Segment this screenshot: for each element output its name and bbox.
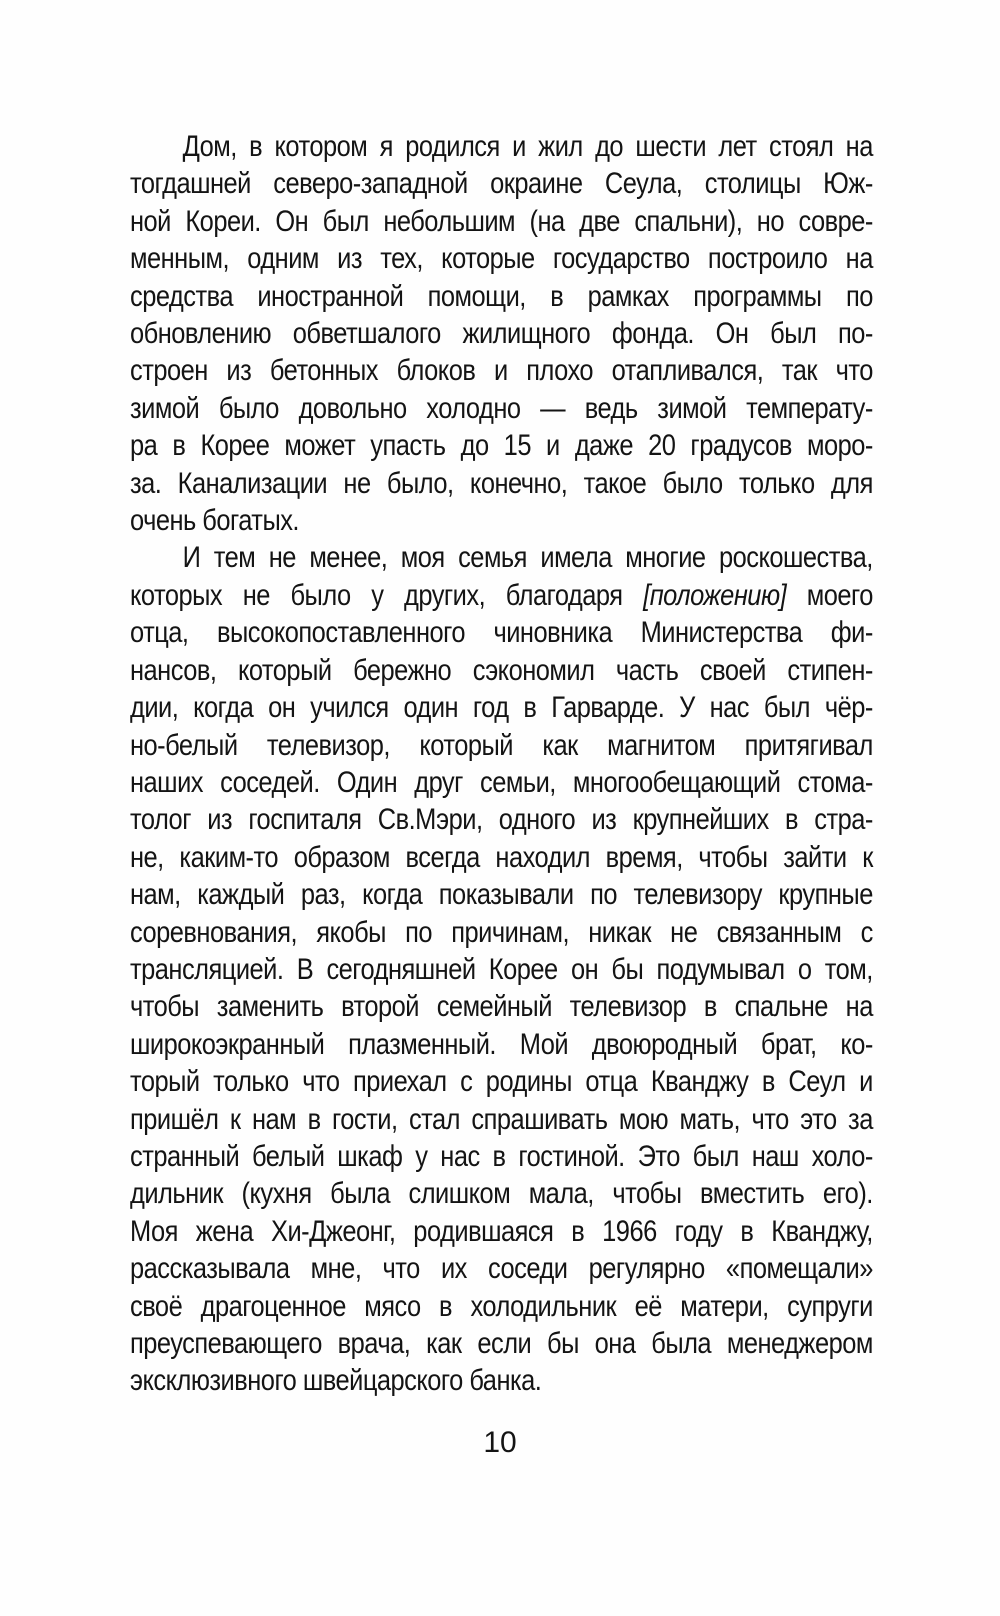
text-line: строен из бетонных блоков и плохо отапливался, так что <box>130 354 873 388</box>
text-line: нам, каждый раз, когда показывали по телевизору крупные <box>130 878 873 912</box>
paragraph <box>130 128 873 539</box>
text-line: эксклюзивного швейцарского банка. <box>130 1364 542 1398</box>
text-line: чтобы заменить второй семейный телевизор в спальне на <box>130 990 873 1024</box>
text-line: Моя жена Хи-Джеонг, родившаяся в 1966 году в Кванджу, <box>130 1214 873 1248</box>
text-block <box>130 128 873 1400</box>
paragraph <box>130 539 873 1399</box>
text-line: которых не было у других, благодаря [положению] моего <box>130 578 873 612</box>
text-line: тогдашней северо-западной окраине Сеула, столицы Юж- <box>130 167 873 201</box>
text-line: своё драгоценное мясо в холодильник её матери, супруги <box>130 1289 873 1323</box>
text-line: зимой было довольно холодно — ведь зимой температу- <box>130 391 873 425</box>
text-line: широкоэкранный плазменный. Мой двоюродный брат, ко- <box>130 1027 873 1061</box>
text-line: нансов, который бережно сэкономил часть своей стипен- <box>130 653 873 687</box>
text-line: странный белый шкаф у нас в гостиной. Это был наш холо- <box>130 1139 873 1173</box>
text-line: не, каким-то образом всегда находил время, чтобы зайти к <box>130 840 873 874</box>
text-line: но-белый телевизор, который как магнитом притягивал <box>130 728 873 762</box>
text-line: торый только что приехал с родины отца Кванджу в Сеул и <box>130 1065 873 1099</box>
text-line: наших соседей. Один друг семьи, многообещающий стома- <box>130 765 873 799</box>
text-line: ра в Корее может упасть до 15 и даже 20 градусов моро- <box>130 429 873 463</box>
text-line: средства иностранной помощи, в рамках программы по <box>130 279 873 313</box>
text-line: Дом, в котором я родился и жил до шести лет стоял на <box>182 130 873 163</box>
text-line: обновлению обветшалого жилищного фонда. Он был по- <box>130 317 873 351</box>
text-line: отца, высокопоставленного чиновника Министерства фи- <box>130 616 873 650</box>
text-line: дильник (кухня была слишком мала, чтобы вместить его). <box>130 1177 873 1211</box>
text-line: толог из госпиталя Св.Мэри, одного из крупнейших в стра- <box>130 803 873 837</box>
text-line: трансляцией. В сегодняшней Корее он бы подумывал о том, <box>130 952 873 986</box>
page-number: 10 <box>483 1426 517 1459</box>
text-line: за. Канализации не было, конечно, такое было только для <box>130 466 873 500</box>
text-line: ной Кореи. Он был небольшим (на две спальни), но совре- <box>130 204 873 238</box>
text-line: рассказывала мне, что их соседи регулярно «помещали» <box>130 1252 873 1286</box>
text-line: очень богатых. <box>130 504 300 538</box>
text-line: соревнования, якобы по причинам, никак не связанным с <box>130 915 873 949</box>
text-line: И тем не менее, моя семья имела многие роскошества, <box>182 541 873 575</box>
text-line: преуспевающего врача, как если бы она была менеджером <box>130 1327 873 1360</box>
text-line: дии, когда он учился один год в Гарварде. У нас был чёр- <box>130 691 873 725</box>
text-line: менным, одним из тех, которые государство построило на <box>130 242 873 276</box>
text-line: пришёл к нам в гости, стал спрашивать мою мать, что это за <box>130 1102 873 1136</box>
